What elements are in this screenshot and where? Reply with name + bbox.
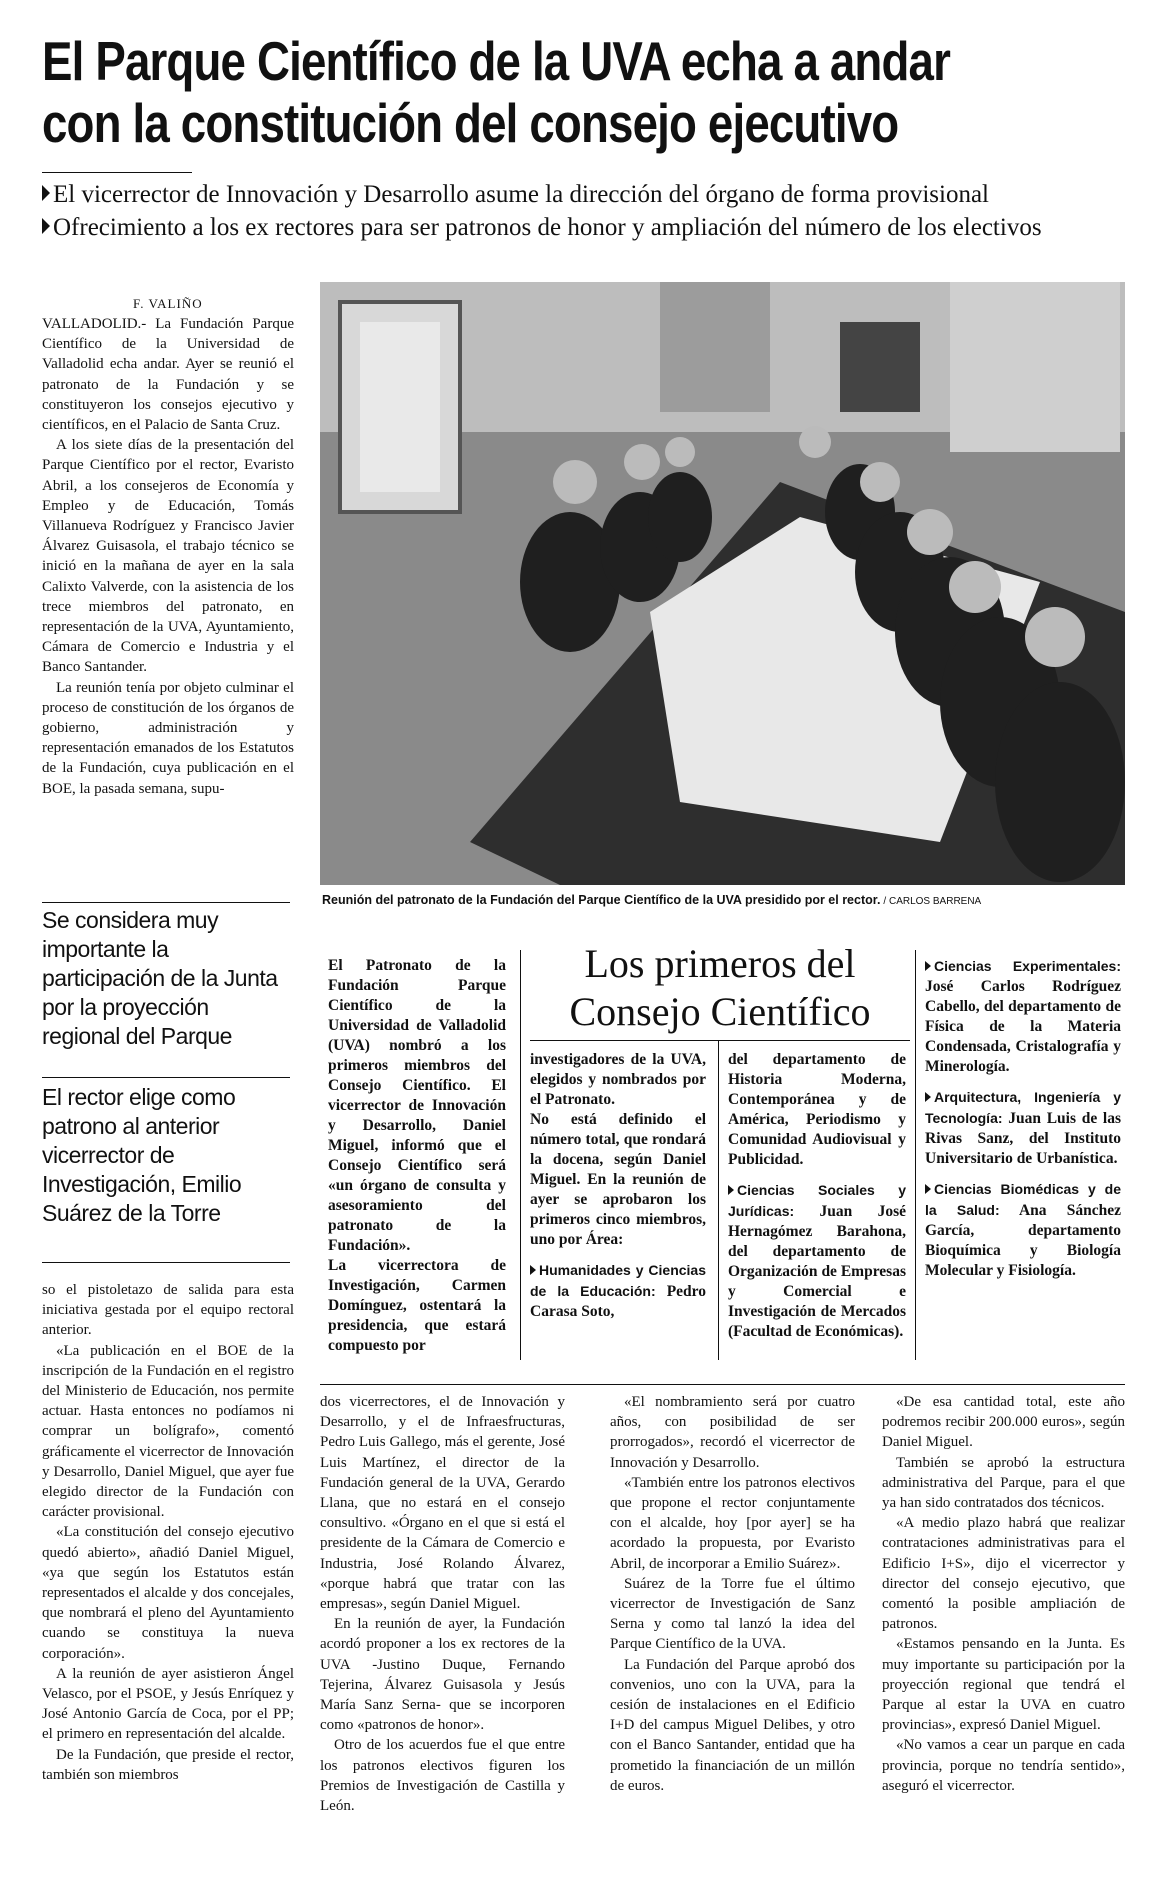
headline-rule: [42, 172, 192, 173]
meeting-photo: [320, 282, 1125, 885]
paragraph: También se aprobó la estructura administrativa del Parque, para el que ya han sido contratados dos técnicos.: [882, 1454, 1125, 1512]
area-label-text: Ciencias Experimentales:: [934, 958, 1121, 974]
sidebar-area-5: [925, 1179, 1121, 1281]
paragraph: La reunión tenía por objeto culminar el proceso de constitución de los órganos de gobierno, administración y representación emanados de los Estatutos de la Fundación, cuya publicación en el BOE, la pasada semana, supu-: [42, 679, 294, 797]
sidebar-divider: [520, 950, 521, 1360]
sidebar-area-2: [728, 1180, 906, 1342]
subheads: [42, 178, 1147, 244]
pullquote-rule: [42, 1077, 290, 1078]
article-column-3: [610, 1392, 855, 1796]
article-column-1-bottom: [42, 1280, 294, 1785]
paragraph: «A medio plazo habrá que realizar contrataciones administrativas para el Edificio I+S», dijo el vicerrector y director del consejo ejecutivo, que comentó la posible ampliación de patronos.: [882, 1515, 1125, 1633]
headline-line-2: con la constitución del consejo ejecutivo: [42, 92, 899, 154]
sidebar-text: investigadores de la UVA, elegidos y nombrados por el Patronato.: [530, 1051, 706, 1108]
paragraph: En la reunión de ayer, la Fundación acordó proponer a los ex rectores de la UVA -Justino Duque, Fernando Tejerina, Álvarez Guisasola y Jesús María Sanz Serna- que se incorporen como «patronos de honor».: [320, 1616, 565, 1734]
sidebar-column-3: [728, 1050, 906, 1342]
meeting-photo-illustration: [320, 282, 1125, 885]
area-text: Juan José Hernagómez Barahona, del departamento de Organización de Empresas y Comercial e Investigación de Mercados (Facultad de Económicas).: [728, 1203, 907, 1340]
sidebar-text: No está definido el número total, que rondará la docena, según Daniel Miguel. En la reunión de ayer se aprobaron los primeros cinco miembros, uno por Área:: [530, 1111, 706, 1248]
headline: [42, 30, 951, 154]
byline: F. VALIÑO: [133, 296, 203, 311]
pullquote-2: El rector elige como patrono al anterior vicerrector de Investigación, Emilio Suárez de la Torre: [42, 1084, 242, 1226]
area-label: [925, 958, 1121, 974]
bullet-triangle-icon: [925, 1092, 931, 1102]
paragraph: A los siete días de la presentación del Parque Científico por el rector, Evaristo Abril, a los consejeros de Economía y Empleo y de Educación, Tomás Villanueva Rodríguez y Francisco Javier Álvarez Guisasola, el trabajo técnico se inició en la mañana de ayer en la sala Calixto Valverde, con la asistencia de los trece miembros del patronato, en representación de la UVA, Ayuntamiento, Cámara de Comercio e Industria y el Banco Santander.: [42, 437, 294, 676]
paragraph: «La constitución del consejo ejecutivo quedó abierto», añadió Daniel Miguel, «ya que según los Estatutos están representados el alcalde y dos concejales, que nombrará el pleno del Ayuntamiento cuando se constituya la nueva corporación».: [42, 1524, 294, 1662]
sidebar-area-3: [925, 956, 1121, 1077]
area-text: José Carlos Rodríguez Cabello, del departamento de Física de la Materia Condensada, Cristalografía y Minerología.: [925, 978, 1121, 1075]
sidebar-intro-2: La vicerrectora de Investigación, Carmen Domínguez, ostentará la presidencia, que estará compuesto por: [328, 1257, 506, 1354]
paragraph: «No vamos a cear un parque en cada provincia, porque no tendría sentido», aseguró el vicerrector.: [882, 1737, 1125, 1794]
sidebar-title-rule: [530, 1040, 910, 1041]
bullet-triangle-icon: [925, 1184, 931, 1194]
paragraph: «También entre los patronos electivos que propone el rector conjuntamente con el alcalde, hoy [por ayer] se ha acordado la propuesta, por Evaristo Abril, de incorporar a Emilio Suárez».: [610, 1474, 855, 1572]
area-text: Pedro Carasa Soto,: [530, 1283, 707, 1320]
subhead-2: [42, 211, 1147, 244]
paragraph: A la reunión de ayer asistieron Ángel Velasco, por el PSOE, y Jesús Enríquez y José Antonio García de Coca, por el PP; el primero en representación del alcalde.: [42, 1665, 294, 1743]
sidebar-column-4: [925, 956, 1121, 1281]
paragraph: «La publicación en el BOE de la inscripción de la Fundación en el registro del Ministerio de Educación, nos permite actuar. Hasta entonces no podíamos ni comprar un bolígrafo», comentó gráficamente el vicerrector de Innovación y Desarrollo, Daniel Miguel, que ayer fue elegido director de la Fundación con carácter provisional.: [42, 1342, 294, 1521]
pullquote-1: Se considera muy importante la participación de la Junta por la proyección regional del Parque: [42, 907, 278, 1049]
photo-caption: [322, 893, 981, 907]
sidebar-intro: El Patronato de la Fundación Parque Científico de la Universidad de Valladolid (UVA) nombró a los primeros miembros del Consejo Científico. El vicerrector de Innovación y Desarrollo, Daniel Miguel, informó que el Consejo Científico será «un órgano de consulta y asesoramiento del patronato de la Fundación».: [328, 957, 506, 1254]
sidebar-divider: [718, 1040, 719, 1360]
area-text: Juan Luis de las Rivas Sanz, del Instituto Universitario de Urbanística.: [925, 1110, 1121, 1167]
bullet-triangle-icon: [530, 1265, 536, 1275]
bullet-triangle-icon: [925, 961, 931, 971]
paragraph: «Estamos pensando en la Junta. Es muy importante su participación por la proyección regional que tendrá el Parque al estar la UVA en cuatro provincias», expresó Daniel Miguel.: [882, 1636, 1125, 1734]
area-label-text: Ciencias Biomédicas y de la Salud:: [925, 1181, 1121, 1218]
paragraph: «El nombramiento será por cuatro años, con posibilidad de ser prorrogados», recordó el vicerrector de Innovación y Desarrollo.: [610, 1394, 855, 1471]
article-column-1-top: [42, 314, 294, 799]
subhead-1-text: El vicerrector de Innovación y Desarrollo asume la dirección del órgano de forma provisional: [53, 181, 989, 208]
paragraph: «De esa cantidad total, este año podremos recibir 200.000 euros», según Daniel Miguel.: [882, 1394, 1125, 1451]
article-column-2: [320, 1392, 565, 1816]
paragraph: De la Fundación, que preside el rector, también son miembros: [42, 1746, 294, 1783]
area-text: Ana Sánchez García, departamento Bioquímica y Biología Molecular y Fisiología.: [925, 1202, 1121, 1279]
subhead-2-text: Ofrecimiento a los ex rectores para ser patronos de honor y ampliación del número de los electivos: [53, 214, 1042, 241]
sidebar-area-1: [530, 1260, 706, 1322]
bullet-triangle-icon: [42, 185, 50, 201]
sidebar-bottom-rule: [320, 1384, 1125, 1385]
sidebar-column-1: [328, 956, 506, 1356]
subhead-1: [42, 178, 1147, 211]
paragraph: Suárez de la Torre fue el último vicerrector de Investigación de Sanz Serna y como tal lanzó la idea del Parque Científico de la UVA.: [610, 1575, 855, 1653]
sidebar-column-2: [530, 1050, 706, 1322]
sidebar-area-4: [925, 1087, 1121, 1169]
article-column-4: [882, 1392, 1125, 1796]
sidebar-text: del departamento de Historia Moderna, Contemporánea y de América, Periodismo y Comunidad Audiovisual y Publicidad.: [728, 1051, 906, 1168]
paragraph: VALLADOLID.- La Fundación Parque Científico de la Universidad de Valladolid echa andar. Ayer se reunió el patronato de la Fundación y se constituyeron los consejos ejecutivo y científicos, en el Palacio de Santa Cruz.: [42, 316, 294, 434]
pullquote-rule: [42, 902, 290, 903]
sidebar-title: [540, 940, 900, 1036]
photo-caption-text: Reunión del patronato de la Fundación del Parque Científico de la UVA presidido por el rector.: [322, 893, 881, 907]
paragraph: Otro de los acuerdos fue el que entre los patronos electivos figuren los Premios de Investigación de Castilla y León.: [320, 1737, 565, 1815]
bullet-triangle-icon: [728, 1185, 734, 1195]
headline-line-1: El Parque Científico de la UVA echa a andar: [42, 30, 951, 92]
paragraph: dos vicerrectores, el de Innovación y Desarrollo, y el de Infraesfructuras, Pedro Luis Gallego, más el gerente, José Luis Martínez, el director de la Fundación general de la UVA, Gerardo Llana, que no estará en el consejo consultivo. «Órgano en el que si está el presidente de la Cámara de Comercio e Industria, José Rolando Álvarez, «porque habrá que tratar con las empresas», según Daniel Miguel.: [320, 1394, 565, 1613]
area-label-text: Arquitectura, Ingeniería y Tecnología:: [925, 1089, 1121, 1126]
paragraph: so el pistoletazo de salida para esta iniciativa gestada por el equipo rectoral anterior.: [42, 1282, 294, 1339]
sidebar-title-line-2: Consejo Científico: [569, 989, 871, 1034]
pullquote-rule: [42, 1262, 290, 1263]
sidebar-title-line-1: Los primeros del: [584, 941, 856, 986]
area-label-text: Humanidades y Ciencias de la Educación:: [530, 1262, 706, 1299]
area-label-text: Ciencias Sociales y Jurídicas:: [728, 1182, 906, 1219]
sidebar-divider: [915, 950, 916, 1360]
bullet-triangle-icon: [42, 218, 50, 234]
paragraph: La Fundación del Parque aprobó dos convenios, uno con la UVA, para la cesión de instalaciones en el Edificio I+D del campus Miguel Delibes, y otro con el Banco Santander, entidad que ha prometido la financiación de un millón de euros.: [610, 1656, 855, 1794]
photo-credit: / CARLOS BARRENA: [883, 896, 982, 907]
